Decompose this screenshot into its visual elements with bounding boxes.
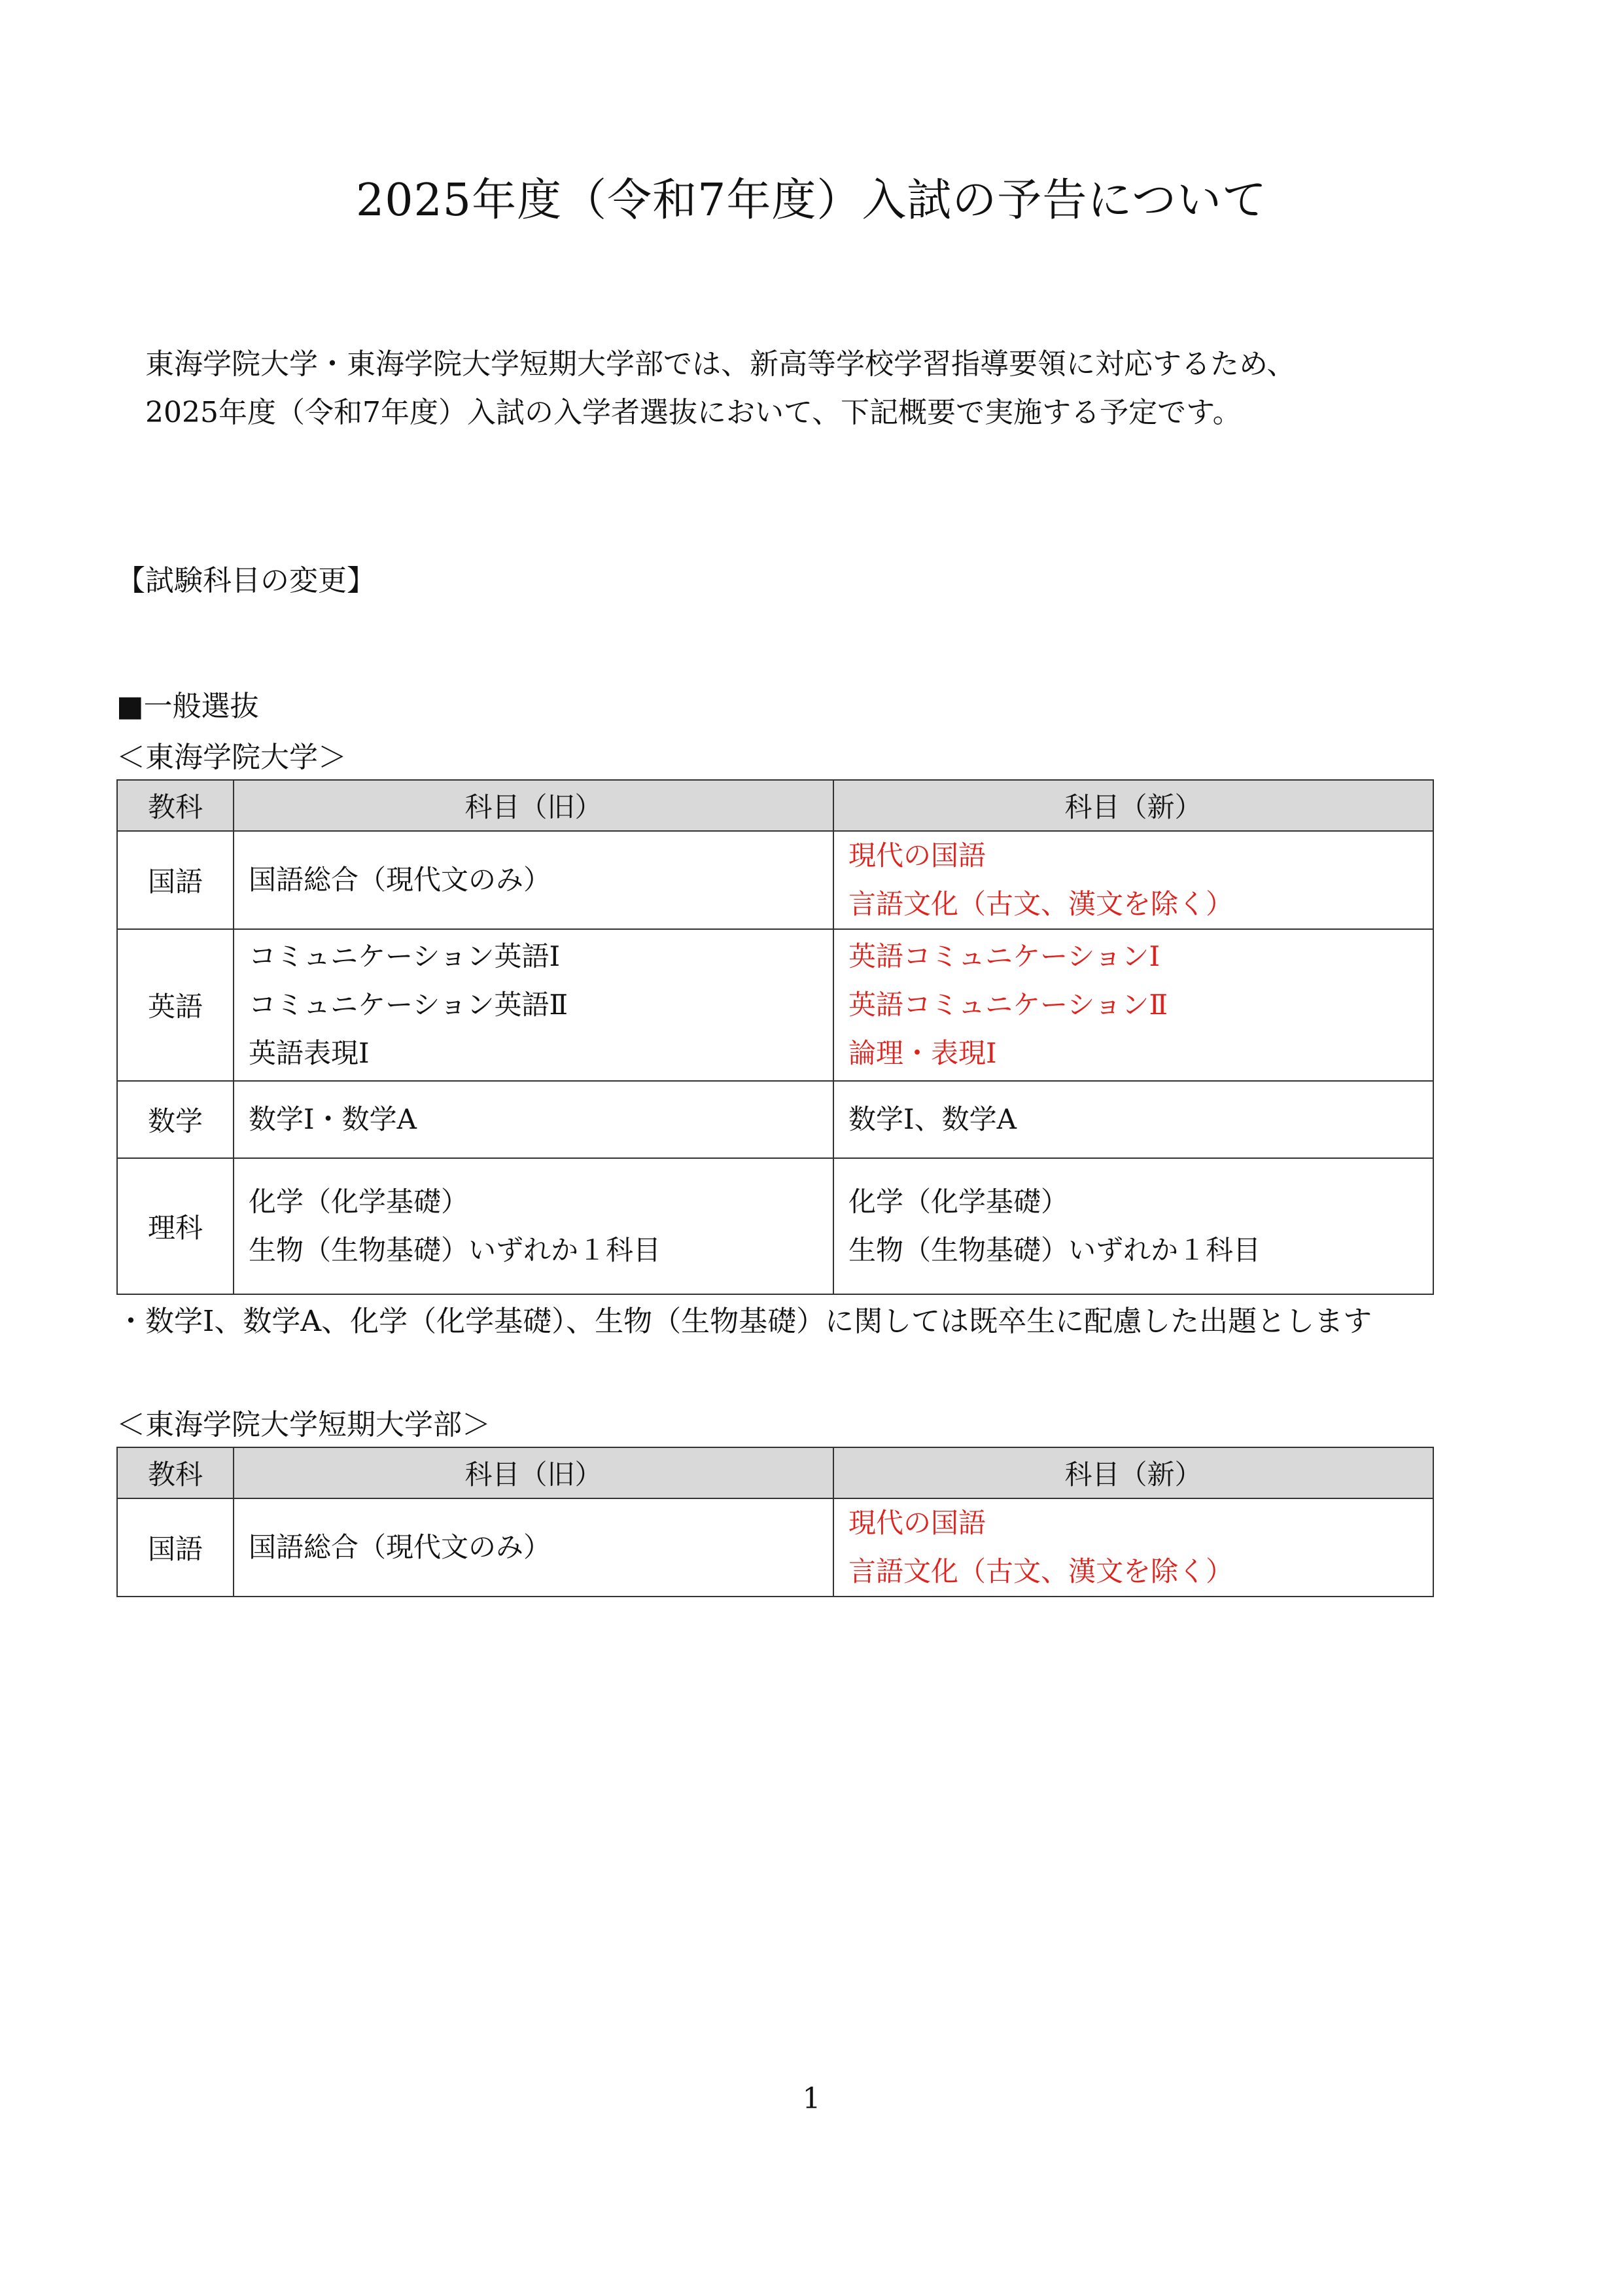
old-subjects-cell bbox=[234, 929, 833, 1081]
section-heading: 【試験科目の変更】 bbox=[116, 564, 375, 597]
document-title: 2025年度（令和7年度）入試の予告について bbox=[356, 175, 1267, 226]
subject-cell: 理科 bbox=[117, 1158, 234, 1294]
new-subjects-cell bbox=[833, 929, 1433, 1081]
category-heading: ■一般選抜 bbox=[116, 690, 259, 723]
table-row bbox=[117, 1498, 1433, 1597]
table-header-row bbox=[117, 780, 1433, 831]
new-subject: 言語文化（古文、漢文を除く） bbox=[848, 1555, 1234, 1587]
university-heading: ＜東海学院大学＞ bbox=[116, 741, 347, 774]
old-subjects-cell bbox=[234, 1081, 833, 1158]
subject-cell: 国語 bbox=[117, 831, 234, 929]
old-subject: コミュニケーション英語Ⅰ bbox=[249, 940, 561, 972]
intro-line: 2025年度（令和7年度）入試の入学者選抜において、下記概要で実施する予定です。 bbox=[145, 396, 1242, 429]
junior-college-subject-table bbox=[116, 1447, 1434, 1597]
header-subject: 教科 bbox=[117, 780, 234, 831]
page-number: 1 bbox=[802, 2082, 821, 2115]
new-subject: 化学（化学基礎） bbox=[848, 1186, 1069, 1218]
new-subjects-cell bbox=[833, 831, 1433, 929]
header-old: 科目（旧） bbox=[234, 780, 833, 831]
header-new: 科目（新） bbox=[833, 780, 1433, 831]
old-subjects-cell bbox=[234, 831, 833, 929]
table-row bbox=[117, 831, 1433, 929]
junior-college-heading: ＜東海学院大学短期大学部＞ bbox=[116, 1408, 491, 1441]
old-subjects-cell bbox=[234, 1498, 833, 1597]
university-subject-table bbox=[116, 779, 1434, 1295]
old-subject: 国語総合（現代文のみ） bbox=[249, 864, 551, 896]
new-subject: 現代の国語 bbox=[848, 1507, 986, 1539]
subject-cell: 数学 bbox=[117, 1081, 234, 1158]
table-row bbox=[117, 1081, 1433, 1158]
intro-paragraph bbox=[145, 340, 1519, 437]
new-subject: 言語文化（古文、漢文を除く） bbox=[848, 888, 1234, 920]
old-subject: 化学（化学基礎） bbox=[249, 1186, 469, 1218]
new-subjects-cell bbox=[833, 1498, 1433, 1597]
new-subject: 生物（生物基礎）いずれか１科目 bbox=[848, 1234, 1261, 1266]
new-subject: 英語コミュニケーションⅡ bbox=[848, 989, 1168, 1021]
table-row bbox=[117, 1158, 1433, 1294]
subject-cell: 国語 bbox=[117, 1498, 234, 1597]
old-subject: 国語総合（現代文のみ） bbox=[249, 1531, 551, 1563]
old-subject: 生物（生物基礎）いずれか１科目 bbox=[249, 1234, 661, 1266]
old-subject: コミュニケーション英語Ⅱ bbox=[249, 989, 568, 1021]
new-subject: 英語コミュニケーションⅠ bbox=[848, 940, 1161, 972]
old-subjects-cell bbox=[234, 1158, 833, 1294]
new-subject: 数学Ⅰ、数学A bbox=[848, 1103, 1017, 1135]
old-subject: 英語表現Ⅰ bbox=[249, 1037, 370, 1069]
exam-note: ・数学Ⅰ、数学A、化学（化学基礎）、生物（生物基礎）に関しては既卒生に配慮した出題とします bbox=[116, 1305, 1372, 1338]
header-new: 科目（新） bbox=[833, 1447, 1433, 1498]
new-subject: 現代の国語 bbox=[848, 839, 986, 872]
new-subjects-cell bbox=[833, 1081, 1433, 1158]
new-subjects-cell bbox=[833, 1158, 1433, 1294]
table-header-row bbox=[117, 1447, 1433, 1498]
table-row bbox=[117, 929, 1433, 1081]
header-old: 科目（旧） bbox=[234, 1447, 833, 1498]
new-subject: 論理・表現Ⅰ bbox=[848, 1037, 997, 1069]
old-subject: 数学Ⅰ・数学A bbox=[249, 1103, 417, 1135]
header-subject: 教科 bbox=[117, 1447, 234, 1498]
subject-cell: 英語 bbox=[117, 929, 234, 1081]
intro-line: 東海学院大学・東海学院大学短期大学部では、新高等学校学習指導要領に対応するため、 bbox=[145, 347, 1296, 381]
